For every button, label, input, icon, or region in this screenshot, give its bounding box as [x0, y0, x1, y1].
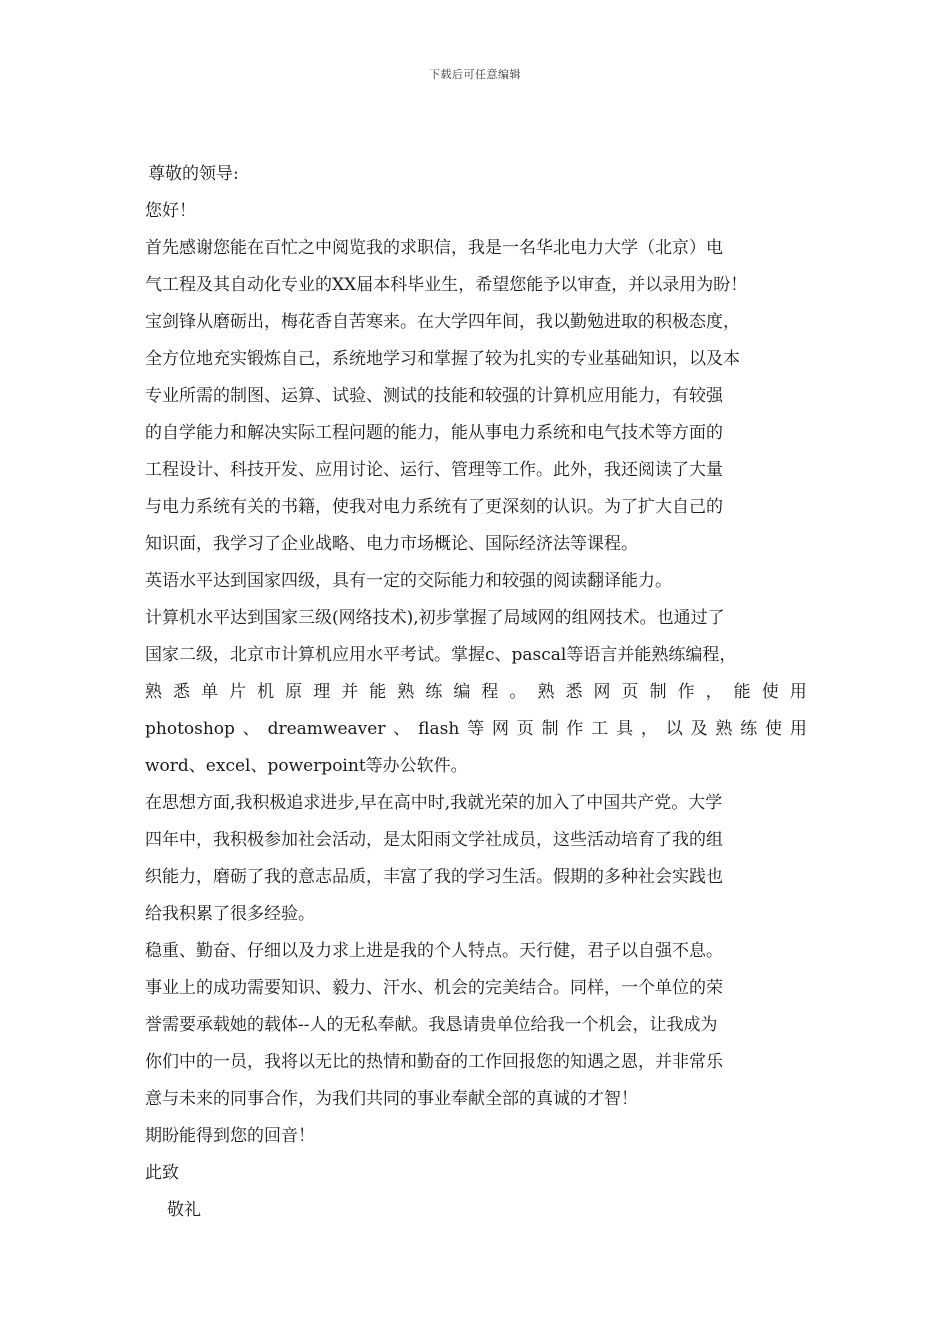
paragraph-line: 四年中，我积极参加社会活动，是太阳雨文学社成员，这些活动培育了我的组 — [145, 830, 723, 850]
paragraph-line: 与电力系统有关的书籍，使我对电力系统有了更深刻的认识。为了扩大自己的 — [145, 497, 723, 517]
paragraph-line: 的自学能力和解决实际工程问题的能力，能从事电力系统和电气技术等方面的 — [145, 423, 723, 443]
paragraph-study — [145, 304, 807, 563]
paragraph-line: 意与未来的同事合作，为我们共同的事业奉献全部的真诚的才智！ — [145, 1089, 638, 1109]
justified-token: 用 — [789, 682, 807, 702]
justified-token: dreamweaver — [267, 719, 386, 739]
justified-token: 熟 — [397, 682, 415, 702]
paragraph-line-justified — [145, 674, 807, 711]
justified-token: 及 — [690, 719, 708, 739]
justified-token: 、 — [393, 719, 411, 739]
closing-jingli: 敬礼 — [167, 1200, 201, 1220]
paragraph-line: 事业上的成功需要知识、毅力、汗水、机会的完美结合。同样，一个单位的荣 — [145, 978, 723, 998]
closing-cizhi: 此致 — [145, 1163, 179, 1183]
justified-token: 、 — [242, 719, 260, 739]
paragraph-english: 英语水平达到国家四级，具有一定的交际能力和较强的阅读翻译能力。 — [145, 571, 672, 591]
justified-token: 等 — [467, 719, 485, 739]
justified-token: 熟 — [715, 719, 733, 739]
paragraph-computer — [145, 600, 807, 785]
paragraph-ideology — [145, 785, 807, 933]
justified-token: 片 — [229, 682, 247, 702]
justified-token: 具 — [616, 719, 634, 739]
justified-token: 。 — [509, 682, 527, 702]
justified-token: 程 — [481, 682, 499, 702]
justified-token: 单 — [201, 682, 219, 702]
justified-token: 页 — [516, 719, 534, 739]
paragraph-line: 专业所需的制图、运算、试验、测试的技能和较强的计算机应用能力，有较强 — [145, 386, 723, 406]
greeting: 您好！ — [145, 201, 196, 221]
justified-token: ， — [705, 682, 723, 702]
letter-body — [145, 156, 807, 1229]
justified-token: 作 — [677, 682, 695, 702]
justified-token: 机 — [257, 682, 275, 702]
justified-token: ， — [640, 719, 658, 739]
justified-token: 熟 — [145, 682, 162, 702]
justified-token: 制 — [541, 719, 559, 739]
justified-token: 工 — [591, 719, 609, 739]
paragraph-line: 知识面，我学习了企业战略、电力市场概论、国际经济法等课程。 — [145, 534, 638, 554]
justified-token: 并 — [341, 682, 359, 702]
paragraph-line: 全方位地充实锻炼自己，系统地学习和掌握了较为扎实的专业基础知识，以及本 — [145, 349, 740, 369]
justified-token: 使 — [761, 682, 779, 702]
paragraph-line: 计算机水平达到国家三级(网络技术),初步掌握了局域网的组网技术。也通过了 — [145, 608, 725, 628]
paragraph-line: 你们中的一员，我将以无比的热情和勤奋的工作回报您的知遇之恩，并非常乐 — [145, 1052, 723, 1072]
paragraph-line: 在思想方面,我积极追求进步,早在高中时,我就光荣的加入了中国共产党。大学 — [145, 793, 723, 813]
justified-token: photoshop — [145, 719, 235, 739]
paragraph-line: 国家二级，北京市计算机应用水平考试。掌握c、pascal等语言并能熟练编程， — [145, 645, 737, 665]
justified-token: 以 — [665, 719, 683, 739]
paragraph-line: 工程设计、科技开发、应用讨论、运行、管理等工作。此外，我还阅读了大量 — [145, 460, 723, 480]
justified-token: 网 — [491, 719, 509, 739]
justified-token: 原 — [285, 682, 303, 702]
closing-hope: 期盼能得到您的回音！ — [145, 1126, 315, 1146]
justified-token: flash — [418, 719, 460, 739]
salutation: 尊敬的领导: — [148, 164, 239, 184]
justified-token: 悉 — [565, 682, 583, 702]
justified-token: 熟 — [537, 682, 555, 702]
justified-token: 练 — [740, 719, 758, 739]
justified-token: 悉 — [173, 682, 191, 702]
justified-token: 网 — [593, 682, 611, 702]
paragraph-line: 誉需要承载她的载体--人的无私奉献。我恳请贵单位给我一个机会，让我成为 — [145, 1015, 718, 1035]
paragraph-line: word、excel、powerpoint等办公软件。 — [145, 756, 468, 776]
justified-token: 理 — [313, 682, 331, 702]
justified-token: 制 — [649, 682, 667, 702]
justified-token: 练 — [425, 682, 443, 702]
paragraph-line: 给我积累了很多经验。 — [145, 904, 315, 924]
justified-token: 使 — [765, 719, 783, 739]
paragraph-intro — [145, 230, 807, 304]
header-note: 下载后可任意编辑 — [429, 68, 521, 81]
justified-token: 用 — [789, 719, 807, 739]
justified-token: 作 — [566, 719, 584, 739]
justified-token: 页 — [621, 682, 639, 702]
paragraph-request — [145, 970, 807, 1118]
paragraph-line-justified — [145, 711, 807, 748]
justified-token: 能 — [369, 682, 387, 702]
paragraph-line: 气工程及其自动化专业的XX届本科毕业生，希望您能予以审查，并以录用为盼！ — [145, 275, 748, 295]
justified-token: 能 — [733, 682, 751, 702]
paragraph-line: 宝剑锋从磨砺出，梅花香自苦寒来。在大学四年间，我以勤勉进取的积极态度， — [145, 312, 740, 332]
paragraph-line: 织能力，磨砺了我的意志品质，丰富了我的学习生活。假期的多种社会实践也 — [145, 867, 723, 887]
paragraph-line: 首先感谢您能在百忙之中阅览我的求职信，我是一名华北电力大学（北京）电 — [145, 238, 723, 258]
paragraph-traits: 稳重、勤奋、仔细以及力求上进是我的个人特点。天行健，君子以自强不息。 — [145, 941, 723, 961]
justified-token: 编 — [453, 682, 471, 702]
